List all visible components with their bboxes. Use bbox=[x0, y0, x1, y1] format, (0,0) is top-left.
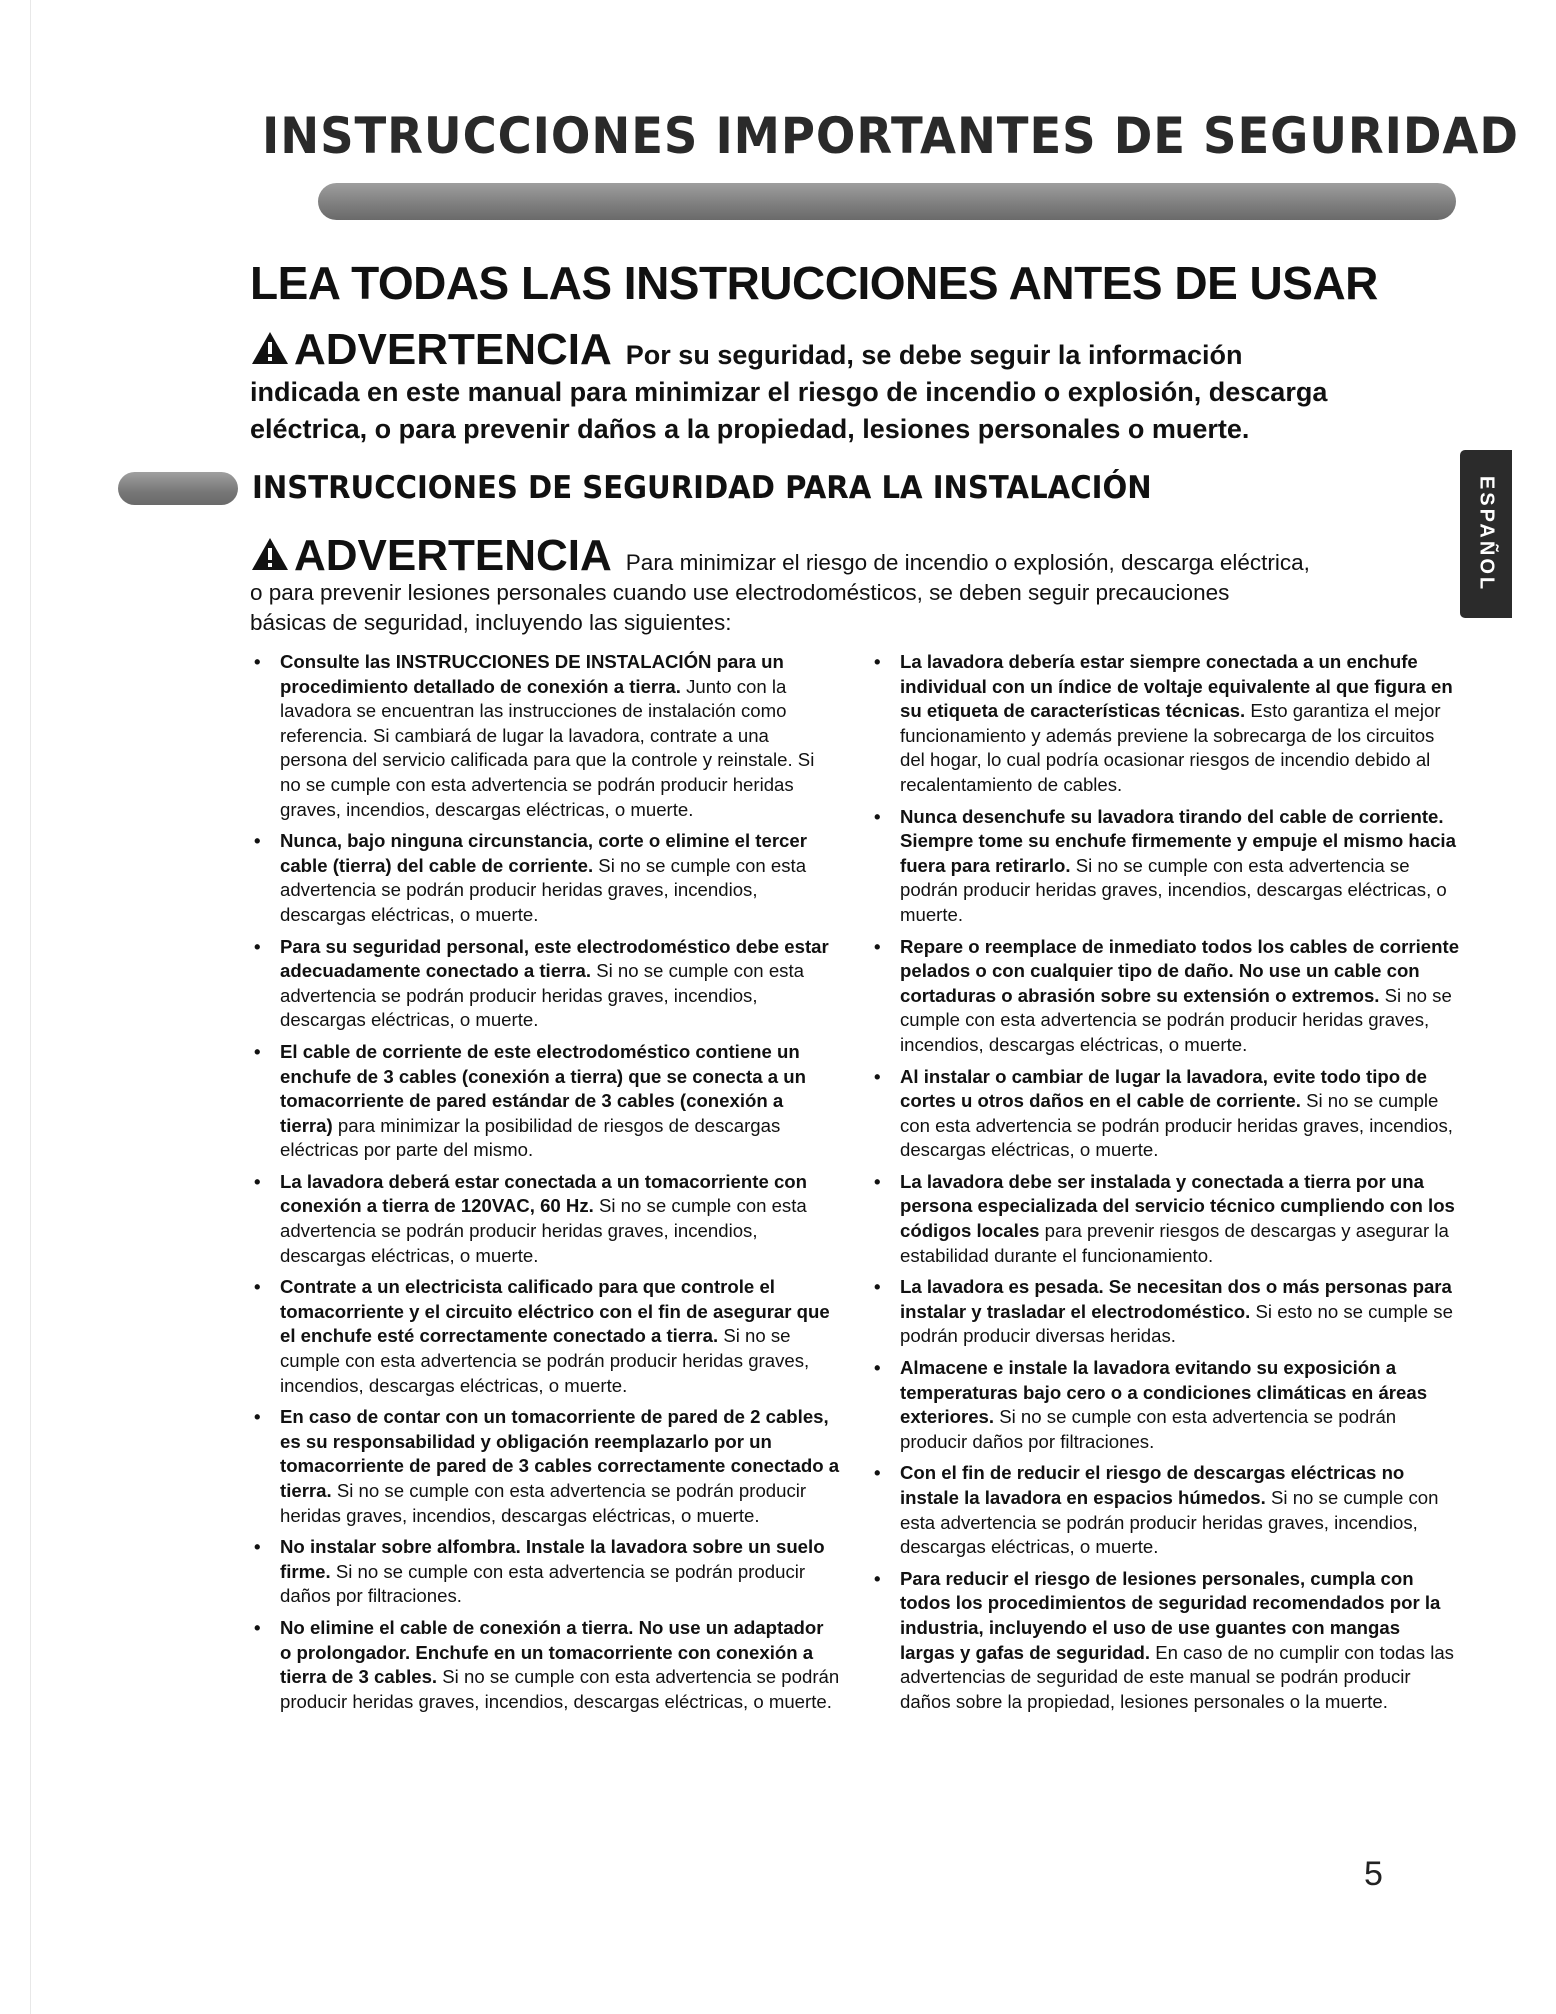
language-side-tab bbox=[1460, 450, 1512, 618]
warning-label: ADVERTENCIA bbox=[250, 330, 612, 368]
right-instruction-list bbox=[870, 650, 1460, 1721]
warning-label: ADVERTENCIA bbox=[250, 536, 612, 572]
general-warning-line-2: indicada en este manual para minimizar el riesgo de incendio o explosión, descarga bbox=[250, 377, 1328, 407]
list-item: • Para su seguridad personal, este electrodoméstico debe estar adecuadamente conectado a tierra. Si no se cumple con esta advertencia se podrán producir heridas graves, incendios, descargas eléctricas, o muerte. bbox=[250, 935, 840, 1033]
general-warning-line-3: eléctrica, o para prevenir daños a la propiedad, lesiones personales o muerte. bbox=[250, 414, 1250, 444]
list-item: • Al instalar o cambiar de lugar la lavadora, evite todo tipo de cortes u otros daños en el cable de corriente. Si no se cumple con esta advertencia se podrán producir heridas graves, incendios, descargas eléctricas, o muerte. bbox=[870, 1065, 1460, 1163]
page-number: 5 bbox=[1364, 1855, 1383, 1893]
list-item: • La lavadora debe ser instalada y conectada a tierra por una persona especializada del servicio técnico cumpliendo con los códigos locales para prevenir riesgos de descargas y asegurar la estabilidad durante el funcionamiento. bbox=[870, 1170, 1460, 1268]
title-underline-bar bbox=[318, 183, 1456, 220]
language-tab-label: ESPAÑOL bbox=[1475, 475, 1498, 593]
general-warning-line-1: Por su seguridad, se debe seguir la información bbox=[625, 340, 1243, 370]
left-instruction-list bbox=[250, 650, 840, 1721]
installation-warning-line-1: Para minimizar el riesgo de incendio o explosión, descarga eléctrica, bbox=[625, 550, 1310, 575]
section-marker-pill bbox=[118, 472, 238, 505]
list-item: • La lavadora debería estar siempre conectada a un enchufe individual con un índice de voltaje equivalente al que figura en su etiqueta de características técnicas. Esto garantiza el mejor funcionamiento y además previene la sobrecarga de los circuitos del hogar, lo cual podría ocasionar riesgos de incendio debido al recalentamiento de cables. bbox=[870, 650, 1460, 798]
list-item: • No elimine el cable de conexión a tierra. No use un adaptador o prolongador. Enchufe en un tomacorriente con conexión a tierra de 3 cables. Si no se cumple con esta advertencia se podrán producir heridas graves, incendios, descargas eléctricas, o muerte. bbox=[250, 1616, 840, 1714]
installation-warning-line-2: o para prevenir lesiones personales cuando use electrodomésticos, se deben seguir precauciones bbox=[250, 580, 1230, 605]
list-item: • En caso de contar con un tomacorriente de pared de 2 cables, es su responsabilidad y obligación reemplazarlo por un tomacorriente de pared de 3 cables correctamente conectado a tierra. Si no se cumple con esta advertencia se podrán producir heridas graves, incendios, descargas eléctricas, o muerte. bbox=[250, 1405, 840, 1528]
general-warning bbox=[250, 325, 1460, 448]
read-all-heading: LEA TODAS LAS INSTRUCCIONES ANTES DE USAR bbox=[250, 257, 1378, 309]
list-item: • Consulte las INSTRUCCIONES DE INSTALACIÓN para un procedimiento detallado de conexión a tierra. Junto con la lavadora se encuentran las instrucciones de instalación como referencia. Si cambiará de lugar la lavadora, contrate a una persona del servicio calificada para que la controle y reinstale. Si no se cumple con esta advertencia se podrán producir heridas graves, incendios, descargas eléctricas, o muerte. bbox=[250, 650, 840, 822]
list-item: • Nunca desenchufe su lavadora tirando del cable de corriente. Siempre tome su enchufe firmemente y empuje el mismo hacia fuera para retirarlo. Si no se cumple con esta advertencia se podrán producir heridas graves, incendios, descargas eléctricas, o muerte. bbox=[870, 805, 1460, 928]
installation-warning bbox=[250, 531, 1490, 638]
warning-triangle-icon bbox=[250, 536, 290, 572]
list-item: • Contrate a un electricista calificado para que controle el tomacorriente y el circuito eléctrico con el fin de asegurar que el enchufe esté correctamente conectado a tierra. Si no se cumple con esta advertencia se podrán producir heridas graves, incendios, descargas eléctricas, o muerte. bbox=[250, 1275, 840, 1398]
list-item: • La lavadora es pesada. Se necesitan dos o más personas para instalar y trasladar el electrodoméstico. Si esto no se cumple se podrán producir diversas heridas. bbox=[870, 1275, 1460, 1349]
list-item: • No instalar sobre alfombra. Instale la lavadora sobre un suelo firme. Si no se cumple con esta advertencia se podrán producir daños por filtraciones. bbox=[250, 1535, 840, 1609]
installation-section-heading: INSTRUCCIONES DE SEGURIDAD PARA LA INSTALACIÓN bbox=[252, 470, 1152, 506]
warning-triangle-icon bbox=[250, 330, 290, 366]
list-item: • Con el fin de reducir el riesgo de descargas eléctricas no instale la lavadora en espacios húmedos. Si no se cumple con esta advertencia se podrán producir heridas graves, incendios, descargas eléctricas, o muerte. bbox=[870, 1461, 1460, 1559]
list-item: • Para reducir el riesgo de lesiones personales, cumpla con todos los procedimientos de seguridad recomendados por la industria, incluyendo el uso de use guantes con mangas largas y gafas de seguridad. En caso de no cumplir con todas las advertencias de seguridad de este manual se podrán producir daños sobre la propiedad, lesiones personales o la muerte. bbox=[870, 1567, 1460, 1715]
list-item: • El cable de corriente de este electrodoméstico contiene un enchufe de 3 cables (conexión a tierra) que se conecta a un tomacorriente de pared estándar de 3 cables (conexión a tierra) para minimizar la posibilidad de riesgos de descargas eléctricas por parte del mismo. bbox=[250, 1040, 840, 1163]
list-item: • Repare o reemplace de inmediato todos los cables de corriente pelados o con cualquier tipo de daño. No use un cable con cortaduras o abrasión sobre su extensión o extremos. Si no se cumple con esta advertencia se podrán producir heridas graves, incendios, descargas eléctricas, o muerte. bbox=[870, 935, 1460, 1058]
list-item: • Nunca, bajo ninguna circunstancia, corte o elimine el tercer cable (tierra) del cable de corriente. Si no se cumple con esta advertencia se podrán producir heridas graves, incendios, descargas eléctricas, o muerte. bbox=[250, 829, 840, 927]
list-item: • La lavadora deberá estar conectada a un tomacorriente con conexión a tierra de 120VAC, 60 Hz. Si no se cumple con esta advertencia se podrán producir heridas graves, incendios, descargas eléctricas, o muerte. bbox=[250, 1170, 840, 1268]
list-item: • Almacene e instale la lavadora evitando su exposición a temperaturas bajo cero o a condiciones climáticas en áreas exteriores. Si no se cumple con esta advertencia se podrán producir daños por filtraciones. bbox=[870, 1356, 1460, 1454]
page-edge-rule bbox=[30, 0, 31, 2014]
installation-warning-line-3: básicas de seguridad, incluyendo las siguientes: bbox=[250, 610, 732, 635]
page-title: INSTRUCCIONES IMPORTANTES DE SEGURIDAD bbox=[262, 107, 1519, 165]
